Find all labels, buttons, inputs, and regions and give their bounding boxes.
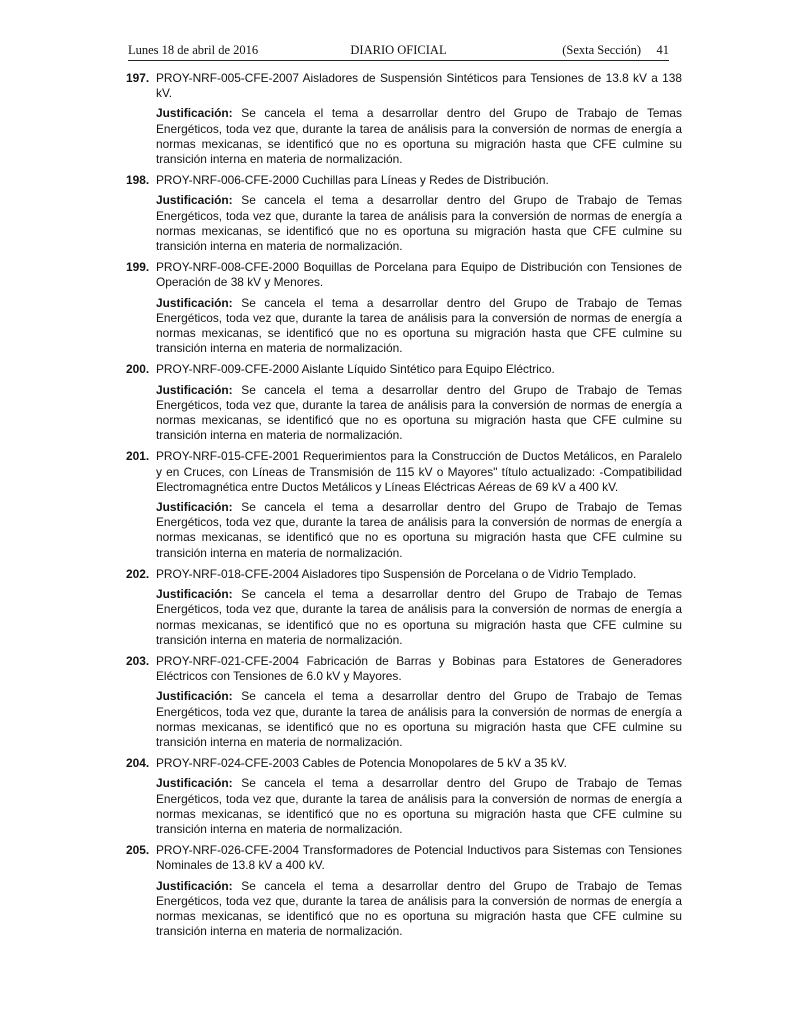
- justification-paragraph: [156, 776, 682, 837]
- entry-number: 201.: [126, 449, 150, 464]
- justification-label: Justificación:: [156, 689, 233, 704]
- justification-paragraph: [156, 879, 682, 940]
- justification-label: Justificación:: [156, 776, 233, 791]
- justification-paragraph: [156, 500, 682, 561]
- justification-label: Justificación:: [156, 295, 233, 310]
- justification-text: Se cancela el tema a desarrollar dentro del Grupo de Trabajo de Temas Energéticos, toda vez que, durante la tarea de análisis para la conversión de normas de energía a normas mexicanas, se identificó que no es oportuna su migración hasta que CFE culmine su transición interna en materia de normalización.: [156, 878, 682, 939]
- justification-paragraph: [156, 296, 682, 357]
- entry-number: 198.: [126, 173, 150, 188]
- entry-number: 204.: [126, 756, 150, 771]
- list-item: [126, 449, 682, 560]
- list-item: [126, 362, 682, 443]
- entry-list: [126, 71, 682, 945]
- list-item: [126, 843, 682, 939]
- justification-text: Se cancela el tema a desarrollar dentro del Grupo de Trabajo de Temas Energéticos, toda vez que, durante la tarea de análisis para la conversión de normas de energía a normas mexicanas, se identificó que no es oportuna su migración hasta que CFE culmine su transición interna en materia de normalización.: [156, 193, 682, 254]
- entry-number: 202.: [126, 566, 150, 581]
- justification-paragraph: [156, 689, 682, 750]
- entry-title: PROY-NRF-021-CFE-2004 Fabricación de Barras y Bobinas para Estatores de Generadores Eléctricos con Tensiones de 6.0 kV y Mayores.: [156, 653, 682, 684]
- entry-title: PROY-NRF-026-CFE-2004 Transformadores de Potencial Inductivos para Sistemas con Tensiones Nominales de 13.8 kV a 400 kV.: [156, 843, 682, 873]
- entry-number: 203.: [126, 653, 150, 668]
- justification-text: Se cancela el tema a desarrollar dentro del Grupo de Trabajo de Temas Energéticos, toda vez que, durante la tarea de análisis para la conversión de normas de energía a normas mexicanas, se identificó que no es oportuna su migración hasta que CFE culmine su transición interna en materia de normalización.: [156, 689, 682, 749]
- list-item: [126, 567, 682, 648]
- entry-number: 205.: [126, 843, 150, 858]
- header-section: (Sexta Sección): [562, 43, 641, 57]
- list-item: [126, 654, 682, 750]
- justification-text: Se cancela el tema a desarrollar dentro del Grupo de Trabajo de Temas Energéticos, toda vez que, durante la tarea de análisis para la conversión de normas de energía a normas mexicanas, se identificó que no es oportuna su migración hasta que CFE culmine su transición interna en materia de normalización.: [156, 295, 682, 356]
- justification-text: Se cancela el tema a desarrollar dentro del Grupo de Trabajo de Temas Energéticos, toda vez que, durante la tarea de análisis para la conversión de normas de energía a normas mexicanas, se identificó que no es oportuna su migración hasta que CFE culmine su transición interna en materia de normalización.: [156, 587, 682, 647]
- justification-text: Se cancela el tema a desarrollar dentro del Grupo de Trabajo de Temas Energéticos, toda vez que, durante la tarea de análisis para la conversión de normas de energía a normas mexicanas, se identificó que no es oportuna su migración hasta que CFE culmine su transición interna en materia de normalización.: [156, 500, 682, 560]
- justification-text: Se cancela el tema a desarrollar dentro del Grupo de Trabajo de Temas Energéticos, toda vez que, durante la tarea de análisis para la conversión de normas de energía a normas mexicanas, se identificó que no es oportuna su migración hasta que CFE culmine su transición interna en materia de normalización.: [156, 106, 682, 167]
- entry-title: PROY-NRF-015-CFE-2001 Requerimientos para la Construcción de Ductos Metálicos, en Paralelo y en Cruces, con Líneas de Transmisión de 115 kV o Mayores" título actualizado: -Compatibilidad Electromagnética entre Ductos Metálicos y Líneas Eléctricas Aéreas de 69 kV a 400 kV.: [156, 449, 682, 494]
- header-page-number: 41: [656, 43, 669, 57]
- justification-label: Justificación:: [156, 878, 233, 893]
- header-publication-title: DIARIO OFICIAL: [350, 43, 447, 57]
- list-item: [126, 260, 682, 356]
- justification-paragraph: [156, 106, 682, 167]
- justification-paragraph: [156, 193, 682, 254]
- justification-text: Se cancela el tema a desarrollar dentro del Grupo de Trabajo de Temas Energéticos, toda vez que, durante la tarea de análisis para la conversión de normas de energía a normas mexicanas, se identificó que no es oportuna su migración hasta que CFE culmine su transición interna en materia de normalización.: [156, 382, 682, 443]
- header-date: Lunes 18 de abril de 2016: [128, 43, 259, 57]
- justification-text: Se cancela el tema a desarrollar dentro del Grupo de Trabajo de Temas Energéticos, toda vez que, durante la tarea de análisis para la conversión de normas de energía a normas mexicanas, se identificó que no es oportuna su migración hasta que CFE culmine su transición interna en materia de normalización.: [156, 776, 682, 836]
- justification-label: Justificación:: [156, 382, 233, 397]
- page-header: [128, 40, 669, 60]
- list-item: [126, 756, 682, 837]
- entry-title: PROY-NRF-006-CFE-2000 Cuchillas para Líneas y Redes de Distribución.: [156, 173, 549, 188]
- entry-title: PROY-NRF-009-CFE-2000 Aislante Líquido Sintético para Equipo Eléctrico.: [156, 362, 555, 377]
- entry-number: 199.: [126, 260, 150, 275]
- entry-number: 200.: [126, 362, 150, 377]
- justification-paragraph: [156, 383, 682, 444]
- justification-label: Justificación:: [156, 500, 233, 515]
- entry-number: 197.: [126, 71, 150, 85]
- entry-title: PROY-NRF-005-CFE-2007 Aisladores de Suspensión Sintéticos para Tensiones de 13.8 kV a 138 kV.: [156, 71, 682, 101]
- justification-label: Justificación:: [156, 587, 233, 602]
- entry-title: PROY-NRF-018-CFE-2004 Aisladores tipo Suspensión de Porcelana o de Vidrio Templado.: [156, 566, 637, 581]
- list-item: [126, 173, 682, 254]
- justification-label: Justificación:: [156, 193, 233, 208]
- justification-label: Justificación:: [156, 106, 233, 121]
- header-divider: [128, 60, 669, 61]
- entry-title: PROY-NRF-008-CFE-2000 Boquillas de Porcelana para Equipo de Distribución con Tensiones de Operación de 38 kV y Menores.: [156, 260, 682, 290]
- justification-paragraph: [156, 587, 682, 648]
- list-item: [126, 71, 682, 167]
- entry-title: PROY-NRF-024-CFE-2003 Cables de Potencia Monopolares de 5 kV a 35 kV.: [156, 756, 567, 771]
